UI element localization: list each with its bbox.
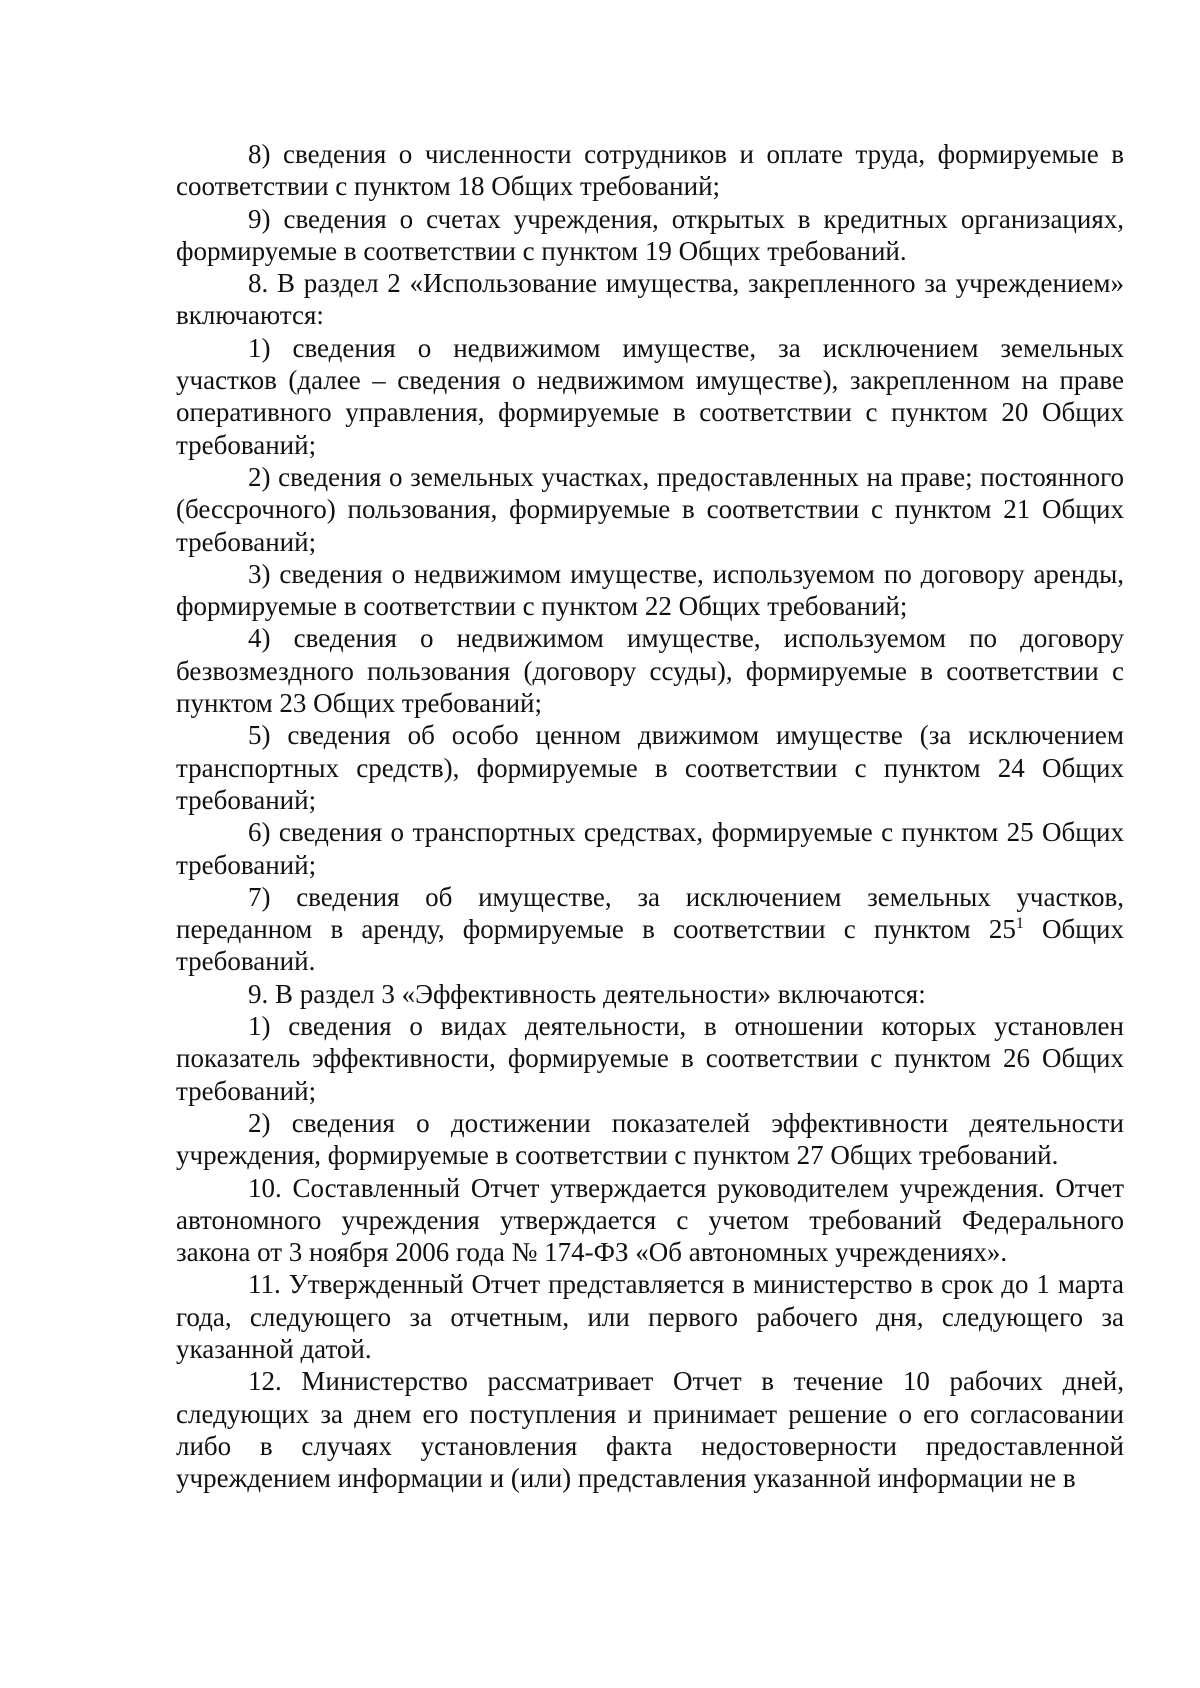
paragraph-s8-item-3: 3) сведения о недвижимом имуществе, используемом по договору аренды, формируемые в соответствии с пунктом 22 Общих требований;	[176, 558, 1124, 622]
paragraph-s8-item-6: 6) сведения о транспортных средствах, формируемые с пунктом 25 Общих требований;	[176, 817, 1124, 880]
paragraph-s8-item-4: 4) сведения о недвижимом имуществе, используемом по договору безвозмездного пользования (договору ссуды), формируемые в соответствии с пунктом 23 Общих требований;	[176, 623, 1124, 719]
paragraph-s9-item-2: 2) сведения о достижении показателей эффективности деятельности учреждения, формируемые в соответствии с пунктом 27 Общих требований.	[176, 1107, 1124, 1171]
paragraph-s8-item-2: 2) сведения о земельных участках, предоставленных на праве; постоянного (бессрочного) пользования, формируемые в соответствии с пунктом 21 Общих требований;	[176, 461, 1124, 557]
paragraph-section-12: 12. Министерство рассматривает Отчет в течение 10 рабочих дней, следующих за днем его поступления и принимает решение о его согласовании либо в случаях установления факта недостоверности предоставленной учреждением информации и (или) представления указанной информации не в	[176, 1366, 1124, 1494]
document-body	[176, 138, 1124, 1494]
paragraph-section-8: 8. В раздел 2 «Использование имущества, закрепленного за учреждением» включаются:	[176, 268, 1124, 331]
paragraph-s8-item-5: 5) сведения об особо ценном движимом имуществе (за исключением транспортных средств), формируемые в соответствии с пунктом 24 Общих требований;	[176, 720, 1124, 815]
paragraph-section-11: 11. Утвержденный Отчет представляется в министерство в срок до 1 марта года, следующего за отчетным, или первого рабочего дня, следующего за указанной датой.	[176, 1269, 1124, 1364]
paragraph-s8-item-7-text: 7) сведения об имуществе, за исключением земельных участков, переданном в аренду, формируемые в соответствии с пунктом 25	[176, 881, 1124, 945]
paragraph-item-9: 9) сведения о счетах учреждения, открытых в кредитных организациях, формируемые в соответствии с пунктом 19 Общих требований.	[176, 203, 1124, 266]
paragraph-s8-item-7-tail: Общих требований.	[176, 914, 1124, 977]
paragraph-s9-item-1: 1) сведения о видах деятельности, в отношении которых установлен показатель эффективности, формируемые в соответствии с пунктом 26 Общих требований;	[176, 1011, 1124, 1106]
superscript-mark: 1	[1015, 915, 1024, 933]
paragraph-section-10: 10. Составленный Отчет утверждается руководителем учреждения. Отчет автономного учреждения утверждается с учетом требований Федерального закона от 3 ноября 2006 года № 174-ФЗ «Об автономных учреждениях».	[176, 1172, 1124, 1268]
paragraph-s8-item-1: 1) сведения о недвижимом имуществе, за исключением земельных участков (далее – сведения о недвижимом имуществе), закрепленном на праве оперативного управления, формируемые в соответствии с пунктом 20 Общих требований;	[176, 332, 1124, 460]
paragraph-s8-item-7	[176, 881, 1124, 978]
paragraph-item-8: 8) сведения о численности сотрудников и оплате труда, формируемые в соответствии с пунктом 18 Общих требований;	[176, 139, 1124, 202]
paragraph-section-9: 9. В раздел 3 «Эффективность деятельности» включаются:	[248, 978, 926, 1009]
